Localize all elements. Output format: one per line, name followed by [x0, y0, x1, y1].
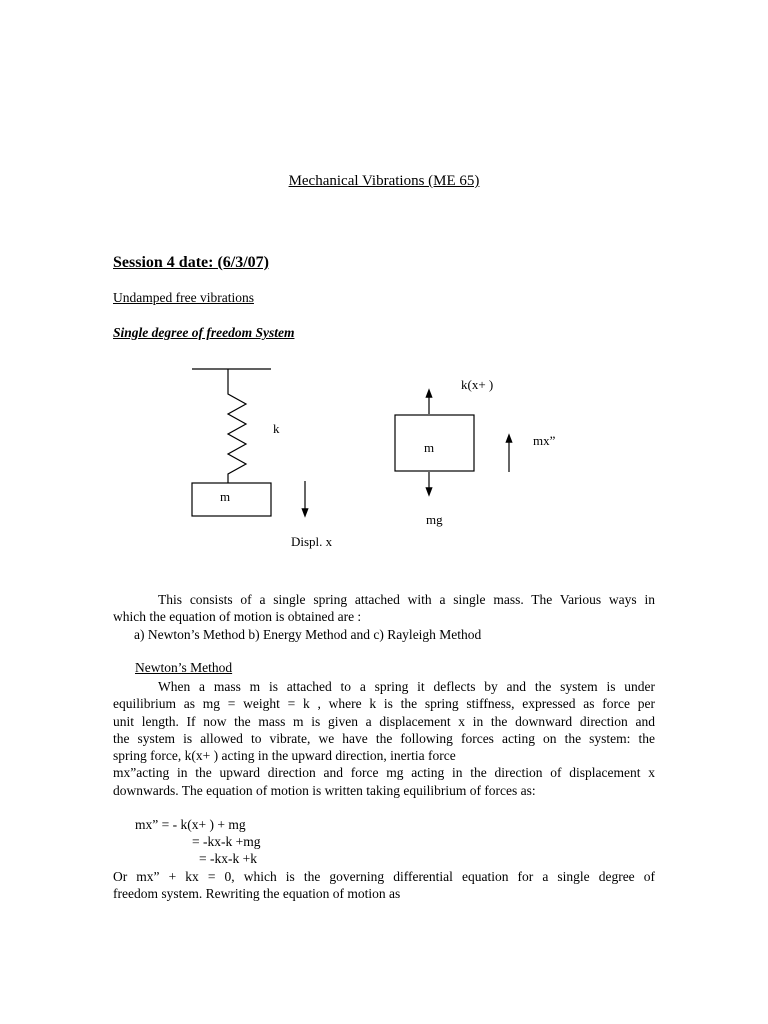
fbd-mass-label: m: [424, 440, 435, 455]
conclusion-paragraph: [113, 868, 655, 903]
session-heading: Session 4 date: (6/3/07): [113, 254, 269, 271]
equation-line-2: = -kx-k +mg: [192, 834, 261, 849]
displacement-label: Displ. x: [291, 534, 333, 549]
newton-method-heading: Newton’s Method: [135, 660, 233, 675]
fbd-mass-block: [395, 415, 474, 471]
paragraph-line: equilibrium as mg = weight = k , where k is the spring stiffness, expressed as force per: [113, 696, 655, 712]
weight-label: mg: [426, 512, 443, 527]
paragraph-line: the system is allowed to vibrate, we have the following forces acting on the system: the: [113, 730, 655, 746]
paragraph-line: Or mx” + kx = 0, which is the governing differential equation for a single degree of: [113, 869, 655, 884]
subsection-heading: Single degree of freedom System: [113, 325, 295, 340]
spring-zigzag: [228, 369, 246, 483]
intro-paragraph: [113, 591, 655, 643]
equation-line-1: mx” = - k(x+ ) + mg: [135, 817, 246, 832]
intro-line: This consists of a single spring attached with a single mass. The Various ways in: [158, 592, 655, 607]
spring-force-label: k(x+ ): [461, 377, 494, 392]
newton-paragraph: [113, 678, 655, 799]
mass-block: [192, 483, 271, 516]
paragraph-line: freedom system. Rewriting the equation of motion as: [113, 886, 401, 902]
paragraph-line: mx”acting in the upward direction and force mg acting in the direction of displacement x: [113, 765, 655, 781]
methods-list: a) Newton’s Method b) Energy Method and c) Rayleigh Method: [134, 626, 482, 642]
paragraph-line: spring force, k(x+ ) acting in the upward direction, inertia force: [113, 748, 456, 764]
paragraph-line: unit length. If now the mass m is given a displacement x in the downward direction and: [113, 713, 655, 729]
document-title: Mechanical Vibrations (ME 65): [288, 173, 480, 189]
equation-line-3: = -kx-k +k: [199, 851, 257, 866]
spring-constant-label: k: [273, 421, 280, 436]
paragraph-line: downwards. The equation of motion is written taking equilibrium of forces as:: [113, 782, 536, 798]
mass-label: m: [220, 489, 231, 504]
intro-line: which the equation of motion is obtained are :: [113, 609, 362, 625]
inertia-force-label: mx”: [533, 433, 556, 448]
paragraph-line: When a mass m is attached to a spring it deflects by and the system is under: [158, 679, 655, 694]
section-heading: Undamped free vibrations: [113, 290, 254, 305]
